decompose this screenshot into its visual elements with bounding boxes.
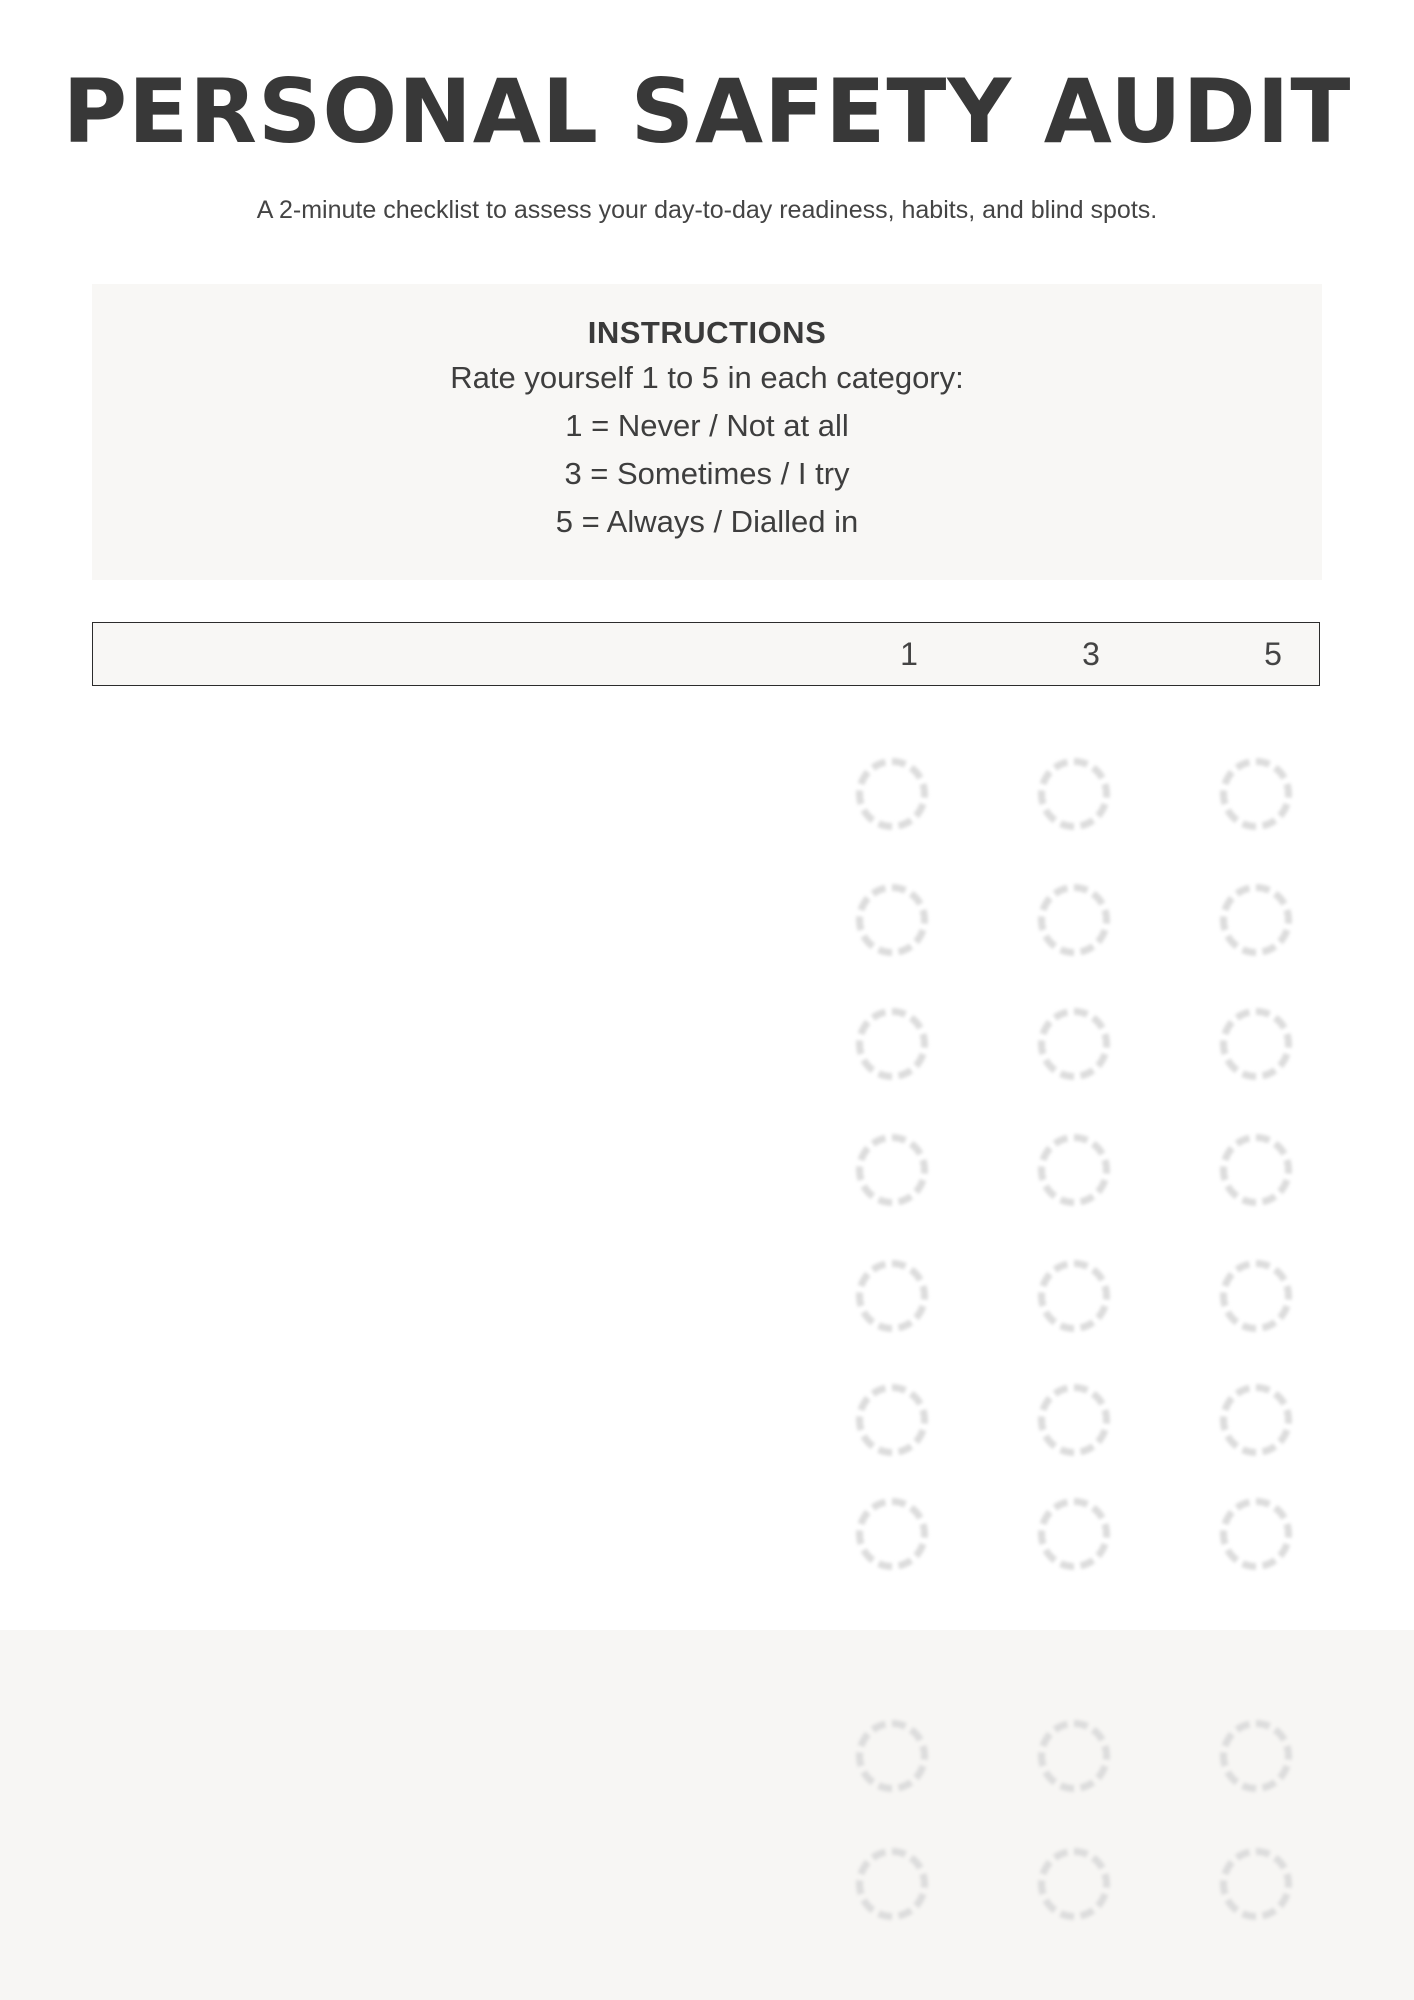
instructions-panel xyxy=(92,284,1322,580)
question-row xyxy=(0,1834,1414,1944)
rating-option-1[interactable] xyxy=(856,758,928,830)
rating-option-3[interactable] xyxy=(1038,1134,1110,1206)
rating-option-5[interactable] xyxy=(1220,884,1292,956)
question-row xyxy=(0,994,1414,1104)
rating-option-1[interactable] xyxy=(856,1720,928,1792)
rating-option-3[interactable] xyxy=(1038,1384,1110,1456)
rating-option-3[interactable] xyxy=(1038,758,1110,830)
instructions-line: 1 = Never / Not at all xyxy=(565,408,849,443)
rating-option-1[interactable] xyxy=(856,1008,928,1080)
rating-option-3[interactable] xyxy=(1038,1848,1110,1920)
rating-option-3[interactable] xyxy=(1038,1720,1110,1792)
rating-option-1[interactable] xyxy=(856,1384,928,1456)
rating-option-3[interactable] xyxy=(1038,1008,1110,1080)
rating-option-5[interactable] xyxy=(1220,1848,1292,1920)
rating-option-1[interactable] xyxy=(856,1260,928,1332)
rating-option-5[interactable] xyxy=(1220,1498,1292,1570)
instructions-line: Rate yourself 1 to 5 in each category: xyxy=(450,360,964,395)
scale-label-1: 1 xyxy=(900,636,918,672)
page-title: PERSONAL SAFETY AUDIT xyxy=(62,60,1352,163)
rating-option-3[interactable] xyxy=(1038,1260,1110,1332)
question-row xyxy=(0,870,1414,980)
page-subtitle: A 2-minute checklist to assess your day-to-day readiness, habits, and blind spots. xyxy=(256,196,1158,224)
scale-label-5: 5 xyxy=(1264,636,1282,672)
rating-scale-header xyxy=(92,622,1320,686)
rating-option-5[interactable] xyxy=(1220,1260,1292,1332)
rating-option-5[interactable] xyxy=(1220,1720,1292,1792)
rating-option-3[interactable] xyxy=(1038,884,1110,956)
scale-label-3: 3 xyxy=(1082,636,1100,672)
rating-option-1[interactable] xyxy=(856,1498,928,1570)
question-row xyxy=(0,744,1414,854)
rating-option-5[interactable] xyxy=(1220,1384,1292,1456)
question-row xyxy=(0,1120,1414,1230)
question-row xyxy=(0,1370,1414,1480)
rating-option-5[interactable] xyxy=(1220,1008,1292,1080)
question-row xyxy=(0,1706,1414,1816)
rating-option-1[interactable] xyxy=(856,1848,928,1920)
question-row xyxy=(0,1484,1414,1594)
rating-option-5[interactable] xyxy=(1220,758,1292,830)
question-row xyxy=(0,1246,1414,1356)
instructions-line: 5 = Always / Dialled in xyxy=(555,504,859,539)
rating-option-1[interactable] xyxy=(856,1134,928,1206)
instructions-line: 3 = Sometimes / I try xyxy=(564,456,850,491)
instructions-heading: INSTRUCTIONS xyxy=(587,315,827,350)
rating-option-5[interactable] xyxy=(1220,1134,1292,1206)
rating-option-1[interactable] xyxy=(856,884,928,956)
rating-option-3[interactable] xyxy=(1038,1498,1110,1570)
